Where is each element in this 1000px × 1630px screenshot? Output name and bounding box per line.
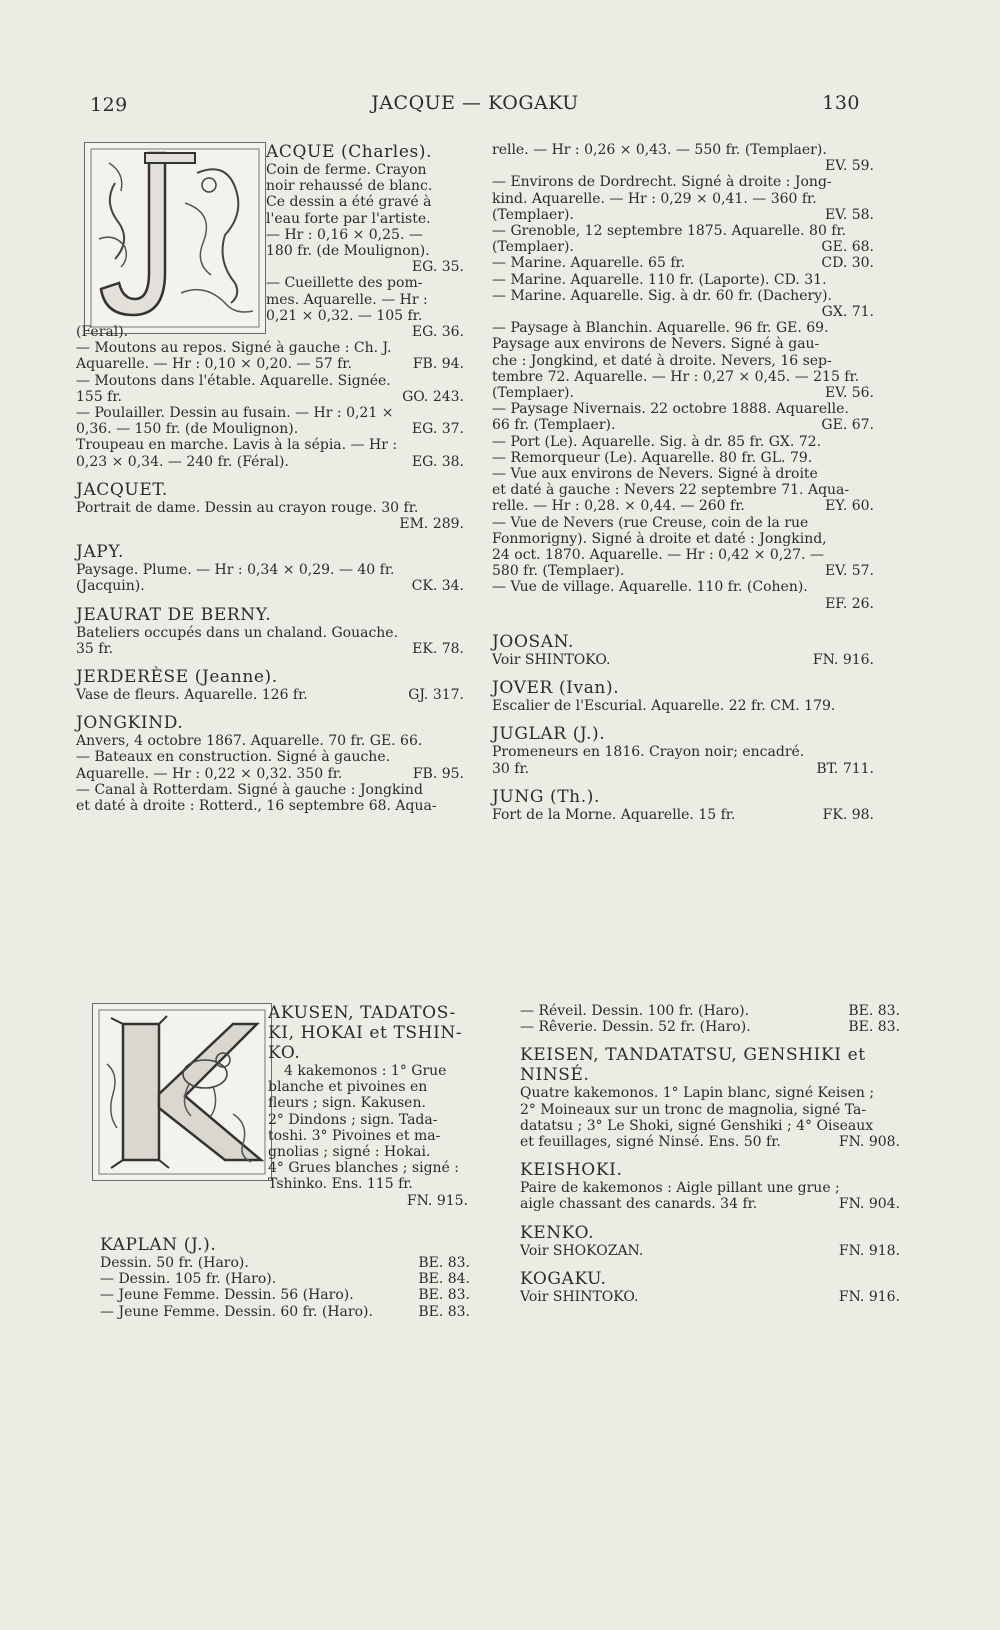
entry-text: — Environs de Dordrecht. Signé à droite : Jong-: [492, 174, 832, 191]
catalogue-ref: [868, 547, 874, 563]
entry-line: [76, 373, 464, 389]
entry-text: 24 oct. 1870. Aquarelle. — Hr : 0,42 × 0,27. —: [492, 547, 824, 564]
kogaku-entries: [520, 1289, 900, 1305]
entry-line: [76, 405, 464, 421]
entry-text: Voir SHINTOKO.: [520, 1288, 639, 1305]
entry-text: et feuillages, signé Ninsé. Ens. 50 fr.: [520, 1134, 781, 1151]
entry-line: [492, 698, 874, 714]
entry-line: [492, 434, 874, 450]
entry-line: [492, 482, 874, 498]
catalogue-ref: [458, 562, 464, 578]
entry-text: — Jeune Femme. Dessin. 60 fr. (Haro).: [100, 1303, 373, 1320]
catalogue-ref: [868, 320, 874, 336]
entry-text: relle. — Hr : 0,28. × 0,44. — 260 fr.: [492, 498, 745, 515]
entry-text: Portrait de dame. Dessin au crayon rouge. 30 fr.: [76, 499, 419, 516]
entry-line: [492, 531, 874, 547]
entry-text: 0,23 × 0,34. — 240 fr. (Féral).: [76, 453, 289, 470]
catalogue-ref: [868, 450, 874, 466]
entry-text: — Paysage Nivernais. 22 octobre 1888. Aquarelle.: [492, 401, 849, 418]
catalogue-ref: [458, 625, 464, 641]
entry-text: — Moutons au repos. Signé à gauche : Ch. J.: [76, 340, 392, 357]
catalogue-ref: BE. 83.: [418, 1287, 470, 1304]
headword-kogaku: KOGAKU.: [520, 1268, 607, 1289]
entry-line: [100, 1287, 470, 1303]
entry-line: [520, 1243, 900, 1259]
entry-text: (Jacquin).: [76, 578, 145, 595]
entry-line: [492, 142, 874, 158]
catalogue-ref: [868, 142, 874, 158]
entry-line: [492, 579, 874, 595]
jeaurat-entries: [76, 625, 464, 657]
catalogue-ref: GE. 68.: [821, 239, 874, 256]
kaplan-entries: [100, 1255, 470, 1320]
text-line: 4 kakemonos : 1° Grue: [284, 1063, 447, 1079]
entry-line: [76, 500, 464, 516]
entry-text: — Poulailler. Dessin au fusain. — Hr : 0,21 ×: [76, 405, 394, 422]
entry-line: [76, 687, 464, 703]
entry-line: [520, 1180, 900, 1196]
column-2: [492, 142, 874, 823]
entry-text: — Canal à Rotterdam. Signé à gauche : Jongkind: [76, 781, 423, 798]
catalogue-ref: FN. 918.: [838, 1242, 900, 1259]
jacquet-entries: [76, 500, 464, 532]
entry-text: — Marine. Aquarelle. Sig. à dr. 60 fr. (Dachery).: [492, 287, 832, 304]
catalogue-ref: EK. 78.: [412, 640, 464, 657]
text-line: 180 fr. (de Moulignon).: [266, 243, 430, 260]
headword-juglar: JUGLAR (J.).: [492, 724, 606, 745]
entry-line: [492, 158, 874, 174]
catalogue-ref: EV. 59.: [824, 158, 874, 175]
entry-text: et daté à droite : Rotterd., 16 septembre 68. Aqua-: [76, 798, 437, 815]
entry-line: [76, 625, 464, 641]
entry-line: [492, 336, 874, 352]
entry-line: [76, 749, 464, 765]
entry-text: Paire de kakemonos : Aigle pillant une grue ;: [520, 1180, 840, 1197]
entry-line: [492, 498, 874, 514]
entry-line: [76, 340, 464, 356]
entry-text: — Jeune Femme. Dessin. 56 (Haro).: [100, 1287, 354, 1304]
catalogue-ref: CK. 34.: [411, 578, 464, 595]
catalogue-ref: BE. 84.: [418, 1271, 470, 1288]
entry-line: [492, 191, 874, 207]
entry-text: 580 fr. (Templaer).: [492, 563, 625, 580]
catalogue-ref: [868, 223, 874, 239]
headword-jerderese: JERDERÈSE (Jeanne).: [76, 667, 278, 688]
japy-entries: [76, 562, 464, 594]
entry-line: [520, 1134, 900, 1150]
catalogue-ref: EV. 57.: [824, 563, 874, 580]
catalogue-ref: GO. 243.: [402, 388, 464, 405]
catalogue-ref: [458, 340, 464, 356]
text-line: mes. Aquarelle. — Hr :: [266, 291, 428, 308]
jongkind-continued-entries: [492, 142, 874, 612]
catalogue-ref: [458, 437, 464, 453]
entry-text: Paysage aux environs de Nevers. Signé à gau-: [492, 336, 820, 353]
keisen-entries: [520, 1085, 900, 1150]
headword-jung: JUNG (Th.).: [492, 786, 600, 807]
entry-text: — Vue aux environs de Nevers. Signé à droite: [492, 466, 818, 483]
entry-line: [520, 1085, 900, 1101]
catalogue-ref: [868, 288, 874, 304]
entry-text: Quatre kakemonos. 1° Lapin blanc, signé Keisen ;: [520, 1085, 875, 1102]
entry-text: Voir SHOKOZAN.: [520, 1242, 644, 1259]
entry-line: [492, 385, 874, 401]
entry-text: 155 fr.: [76, 388, 122, 405]
entry-line: [492, 547, 874, 563]
catalogue-ref: BE. 83.: [418, 1303, 470, 1320]
entry-line: [520, 1196, 900, 1212]
headword-jacque: ACQUE (Charles).: [266, 142, 433, 162]
catalogue-ref: [868, 353, 874, 369]
entry-text: 35 fr.: [76, 640, 114, 657]
catalogue-ref: GJ. 317.: [408, 687, 464, 704]
entry-line: [492, 807, 874, 823]
catalogue-ref: FN. 904.: [838, 1196, 900, 1213]
headword-keisen: KEISEN, TANDATATSU, GENSHIKI et NINSÉ.: [520, 1045, 866, 1086]
text-line: 0,21 × 0,32. — 105 fr.: [266, 307, 423, 324]
entry-text: Fort de la Morne. Aquarelle. 15 fr.: [492, 806, 736, 823]
entry-text: — Remorqueur (Le). Aquarelle. 80 fr. GL. 79.: [492, 449, 813, 466]
catalogue-ref: [868, 698, 874, 714]
catalogue-ref: [868, 434, 874, 450]
jung-entries: [492, 807, 874, 823]
entry-line: [492, 369, 874, 385]
headword-jeaurat: JEAURAT DE BERNY.: [76, 604, 272, 625]
entry-line: [520, 1118, 900, 1134]
text-line: EG. 35.: [411, 259, 464, 276]
catalogue-ref: BE. 83.: [418, 1255, 470, 1271]
entry-text: — Marine. Aquarelle. 65 fr.: [492, 255, 686, 272]
drop-cap-k-drawing: [93, 1004, 271, 1180]
entry-line: [520, 1102, 900, 1118]
entry-text: — Vue de village. Aquarelle. 110 fr. (Cohen).: [492, 579, 808, 596]
entry-line: [76, 437, 464, 453]
catalogue-ref: [458, 782, 464, 798]
entry-text: Aquarelle. — Hr : 0,22 × 0,32. 350 fr.: [76, 765, 343, 782]
catalogue-ref: [868, 272, 874, 288]
catalogue-ref: [868, 515, 874, 531]
entry-text: — Marine. Aquarelle. 110 fr. (Laporte). CD. 31.: [492, 271, 827, 288]
jacque-intro: [76, 142, 464, 324]
kaplan-continued-entries: [520, 1003, 900, 1035]
catalogue-ref: [894, 1102, 900, 1118]
entry-text: — Grenoble, 12 septembre 1875. Aquarelle. 80 fr.: [492, 223, 847, 240]
page-number-left: 129: [90, 94, 128, 116]
text-line: fleurs ; sign. Kakusen.: [268, 1095, 426, 1112]
entry-line: [520, 1289, 900, 1305]
text-line: toshi. 3° Pivoines et ma-: [268, 1127, 441, 1144]
entry-line: [492, 288, 874, 304]
entry-text: — Paysage à Blanchin. Aquarelle. 96 fr. GE. 69.: [492, 320, 829, 337]
text-line: — Hr : 0,16 × 0,25. —: [266, 226, 423, 243]
headword-jacquet: JACQUET.: [76, 479, 168, 500]
running-title: JACQUE — KOGAKU: [371, 92, 579, 114]
entry-text: Vase de fleurs. Aquarelle. 126 fr.: [76, 687, 308, 704]
entry-line: [492, 223, 874, 239]
entry-text: kind. Aquarelle. — Hr : 0,29 × 0,41. — 360 fr.: [492, 190, 817, 207]
text-line: noir rehaussé de blanc.: [266, 178, 433, 195]
catalogue-ref: [868, 401, 874, 417]
headword-jongkind: JONGKIND.: [76, 713, 184, 734]
entry-line: [76, 562, 464, 578]
column-1: [76, 142, 464, 814]
catalogue-ref: [894, 1085, 900, 1101]
entry-line: [100, 1304, 470, 1320]
catalogue-ref: EG. 37.: [411, 421, 464, 438]
kenko-entries: [520, 1243, 900, 1259]
keishoki-entries: [520, 1180, 900, 1212]
headword-kenko: KENKO.: [520, 1222, 595, 1243]
text-line: Coin de ferme. Crayon: [266, 162, 427, 178]
entry-line: [100, 1271, 470, 1287]
entry-text: 2° Moineaux sur un tronc de magnolia, signé Ta-: [520, 1101, 867, 1118]
catalogue-ref: [868, 744, 874, 760]
entry-line: [76, 356, 464, 372]
entry-text: Promeneurs en 1816. Crayon noir; encadré.: [492, 744, 805, 761]
catalogue-ref: [458, 798, 464, 814]
headword-keishoki: KEISHOKI.: [520, 1160, 623, 1181]
entry-line: [76, 766, 464, 782]
catalogue-ref: FN. 915.: [406, 1192, 468, 1209]
catalogue-ref: FB. 95.: [412, 765, 464, 782]
headword-joosan: JOOSAN.: [492, 631, 575, 652]
entry-text: Troupeau en marche. Lavis à la sépia. — Hr :: [76, 437, 398, 454]
entry-text: Paysage. Plume. — Hr : 0,34 × 0,29. — 40 fr.: [76, 562, 395, 579]
entry-text: — Dessin. 105 fr. (Haro).: [100, 1271, 277, 1288]
catalogue-ref: FN. 916.: [812, 651, 874, 668]
entry-line: [100, 1255, 470, 1271]
catalogue-ref: CD. 30.: [821, 255, 874, 272]
entry-line: [492, 255, 874, 271]
catalogue-ref: BE. 83.: [848, 1003, 900, 1019]
jacque-entries: [76, 324, 464, 470]
entry-line: [76, 421, 464, 437]
kakusen-entry: [268, 1003, 468, 1209]
entry-text: relle. — Hr : 0,26 × 0,43. — 550 fr. (Templaer).: [492, 142, 827, 158]
entry-line: [492, 304, 874, 320]
entry-line: [492, 466, 874, 482]
catalogue-ref: EV. 58.: [824, 206, 874, 223]
catalogue-ref: EM. 289.: [399, 516, 464, 533]
catalogue-ref: FK. 98.: [822, 806, 874, 823]
catalogue-ref: [868, 482, 874, 498]
catalogue-ref: [458, 405, 464, 421]
entry-text: et daté à gauche : Nevers 22 septembre 71. Aqua-: [492, 482, 850, 499]
text-line: gnolias ; signé : Hokai.: [268, 1144, 431, 1161]
entry-line: [492, 272, 874, 288]
entry-line: [492, 515, 874, 531]
catalogue-ref: BT. 711.: [816, 760, 874, 777]
entry-line: [492, 744, 874, 760]
text-line: 2° Dindons ; sign. Tada-: [268, 1111, 438, 1128]
catalogue-ref: FB. 94.: [412, 356, 464, 373]
entry-text: — Vue de Nevers (rue Creuse, coin de la rue: [492, 514, 809, 531]
entry-line: [76, 516, 464, 532]
catalogue-ref: [458, 749, 464, 765]
catalogue-ref: [458, 373, 464, 389]
entry-line: [492, 353, 874, 369]
entry-text: che : Jongkind, et daté à droite. Nevers, 16 sep-: [492, 352, 832, 369]
entry-line: [492, 207, 874, 223]
entry-text: — Rêverie. Dessin. 52 fr. (Haro).: [520, 1019, 751, 1036]
entry-text: 0,36. — 150 fr. (de Moulignon).: [76, 421, 299, 438]
running-header: [90, 92, 860, 122]
catalogue-ref: GX. 71.: [821, 304, 874, 321]
entry-text: — Moutons dans l'étable. Aquarelle. Signée.: [76, 372, 391, 389]
entry-line: [492, 596, 874, 612]
headword-kakusen-cont: KO.: [268, 1043, 301, 1063]
entry-text: Dessin. 50 fr. (Haro).: [100, 1255, 249, 1271]
entry-line: [76, 389, 464, 405]
entry-text: Aquarelle. — Hr : 0,10 × 0,20. — 57 fr.: [76, 356, 352, 373]
catalogue-ref: [868, 174, 874, 190]
entry-text: (Feral).: [76, 324, 129, 341]
entry-text: Voir SHINTOKO.: [492, 651, 611, 668]
catalogue-ref: [894, 1118, 900, 1134]
catalogue-ref: FN. 908.: [838, 1134, 900, 1151]
entry-text: (Templaer).: [492, 206, 574, 223]
headword-kakusen-cont: KI, HOKAI et TSHIN-: [268, 1023, 463, 1043]
catalogue-ref: EG. 38.: [411, 453, 464, 470]
entry-line: [492, 320, 874, 336]
headword-jover: JOVER (Ivan).: [492, 678, 620, 699]
page-number-right: 130: [822, 92, 860, 114]
entry-line: [76, 641, 464, 657]
catalogue-ref: [868, 466, 874, 482]
entry-line: [76, 578, 464, 594]
headword-kaplan: KAPLAN (J.).: [100, 1235, 217, 1255]
catalogue-ref: EY. 60.: [825, 498, 874, 515]
text-line: blanche et pivoines en: [268, 1079, 428, 1096]
catalogue-ref: [868, 531, 874, 547]
jongkind-entries: [76, 733, 464, 814]
text-line: — Cueillette des pom-: [266, 275, 423, 292]
catalogue-ref: GE. 67.: [821, 417, 874, 434]
joosan-entries: [492, 652, 874, 668]
catalogue-ref: [868, 579, 874, 595]
text-line: 4° Grues blanches ; signé :: [268, 1160, 460, 1177]
column-4: [520, 1003, 900, 1305]
entry-text: tembre 72. Aquarelle. — Hr : 0,27 × 0,45. — 215 fr.: [492, 368, 860, 385]
entry-line: [76, 324, 464, 340]
entry-text: — Bateaux en construction. Signé à gauche.: [76, 749, 391, 766]
catalogue-ref: EV. 56.: [824, 385, 874, 402]
catalogue-ref: BE. 83.: [848, 1019, 900, 1036]
entry-text: datatsu ; 3° Le Shoki, signé Genshiki ; 4° Oiseaux: [520, 1117, 874, 1134]
catalogue-ref: FN. 916.: [838, 1288, 900, 1305]
entry-line: [492, 174, 874, 190]
entry-line: [520, 1019, 900, 1035]
entry-text: (Templaer).: [492, 385, 574, 402]
catalogue-ref: [458, 500, 464, 516]
headword-kakusen: AKUSEN, TADATOS-: [268, 1003, 456, 1023]
entry-line: [520, 1003, 900, 1019]
entry-text: aigle chassant des canards. 34 fr.: [520, 1196, 758, 1213]
column-3: [100, 1235, 470, 1320]
entry-line: [492, 563, 874, 579]
catalogue-ref: [894, 1180, 900, 1196]
jover-entries: [492, 698, 874, 714]
drop-cap-k-illustration: [92, 1003, 272, 1181]
entry-line: [492, 450, 874, 466]
juglar-entries: [492, 744, 874, 776]
entry-line: [492, 239, 874, 255]
entry-line: [76, 733, 464, 749]
text-line: Ce dessin a été gravé à: [266, 194, 432, 211]
jerderese-entries: [76, 687, 464, 703]
entry-line: [76, 782, 464, 798]
catalogue-ref: EG. 36.: [411, 324, 464, 341]
entry-text: — Réveil. Dessin. 100 fr. (Haro).: [520, 1003, 750, 1019]
entry-text: — Port (Le). Aquarelle. Sig. à dr. 85 fr. GX. 72.: [492, 433, 822, 450]
entry-line: [492, 401, 874, 417]
entry-line: [492, 761, 874, 777]
entry-line: [492, 652, 874, 668]
catalogue-ref: [458, 733, 464, 749]
text-line: Tshinko. Ens. 115 fr.: [268, 1176, 413, 1193]
catalogue-ref: [868, 336, 874, 352]
entry-line: [76, 798, 464, 814]
entry-line: [76, 454, 464, 470]
headword-japy: JAPY.: [76, 542, 124, 563]
catalogue-ref: [868, 369, 874, 385]
entry-line: [492, 417, 874, 433]
catalogue-ref: EF. 26.: [825, 595, 874, 612]
entry-text: (Templaer).: [492, 239, 574, 256]
text-line: l'eau forte par l'artiste.: [266, 210, 431, 227]
entry-text: Escalier de l'Escurial. Aquarelle. 22 fr. CM. 179.: [492, 698, 836, 715]
entry-text: Bateliers occupés dans un chaland. Gouache.: [76, 624, 399, 641]
entry-text: Fonmorigny). Signé à droite et daté : Jongkind,: [492, 530, 827, 547]
entry-text: 66 fr. (Templaer).: [492, 417, 616, 434]
catalogue-ref: [868, 191, 874, 207]
entry-text: 30 fr.: [492, 760, 530, 777]
entry-text: Anvers, 4 octobre 1867. Aquarelle. 70 fr. GE. 66.: [76, 733, 423, 750]
